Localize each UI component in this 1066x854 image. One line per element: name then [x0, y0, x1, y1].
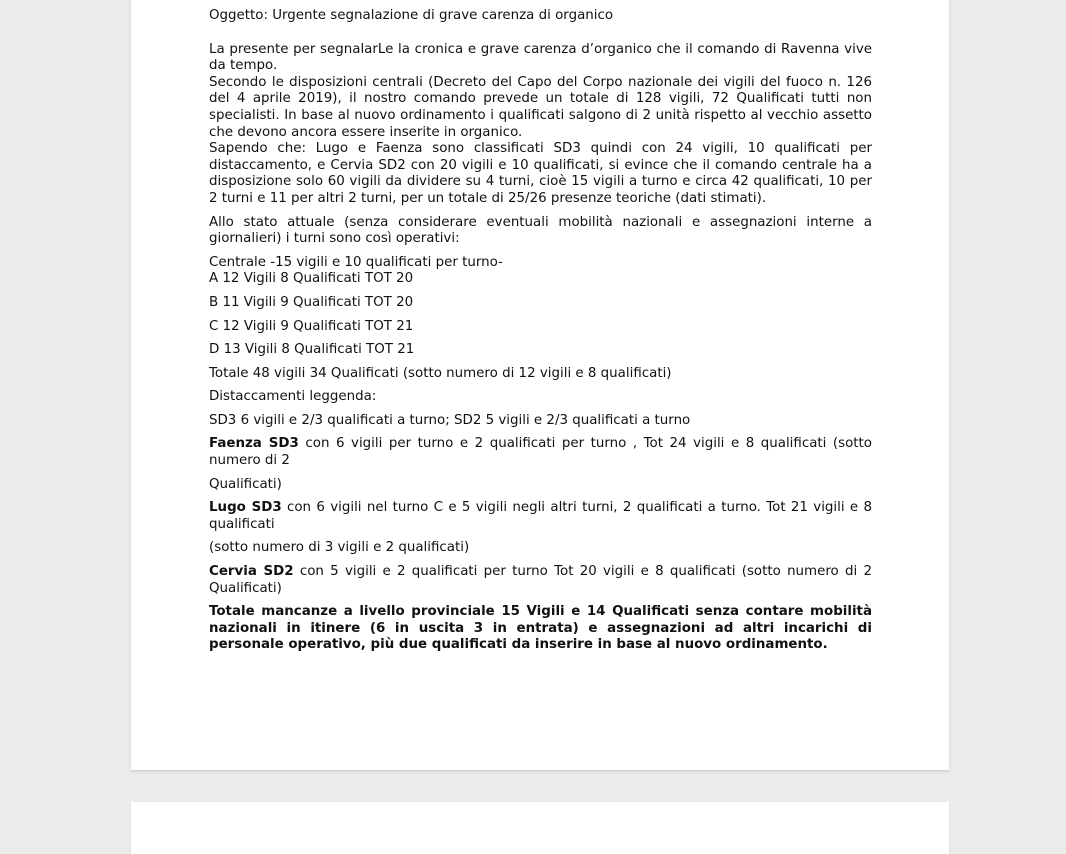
faenza-text: con 6 vigili per turno e 2 qualificati per turno , Tot 24 vigili e 8 qualificati (sotto numero di 2 [209, 436, 872, 469]
knowing-paragraph: Sapendo che: Lugo e Faenza sono classificati SD3 quindi con 24 vigili, 10 qualificati per distaccamento, e Cervia SD2 con 20 vigili e 10 qualificati, si evince che il comando centrale ha a disposizione solo 60 vigili da dividere su 4 turni, cioè 15 vigili a turno e circa 42 qualificati, 10 per 2 turni e 11 per altri 2 turni, per un totale di 25/26 presenze teoriche (dati stimati). [209, 141, 872, 206]
intro-paragraph: La presente per segnalarLe la cronica e grave carenza d’organico che il comando di Ravenna vive da tempo. [209, 41, 872, 74]
decree-paragraph: Secondo le disposizioni centrali (Decreto del Capo del Corpo nazionale dei vigili del fuoco n. 126 del 4 aprile 2019), il nostro comando prevede un totale di 128 vigili, 72 Qualificati tutti non specialisti. In base al nuovo ordinamento i qualificati salgono di 2 unità rispetto al vecchio assetto che devono ancora essere inserite in organico. [209, 74, 872, 140]
lugo-paragraph [209, 500, 872, 533]
lugo-continuation: (sotto numero di 3 vigili e 2 qualificati) [209, 540, 470, 556]
cervia-paragraph [209, 564, 872, 597]
legend-header: Distaccamenti leggenda: [209, 389, 377, 405]
shift-d-line: D 13 Vigili 8 Qualificati TOT 21 [209, 342, 415, 358]
cervia-label: Cervia SD2 [209, 564, 294, 580]
page-content [209, 8, 872, 654]
faenza-label: Faenza SD3 [209, 436, 299, 452]
next-document-page [131, 802, 949, 854]
subject-line: Oggetto: Urgente segnalazione di grave carenza di organico [209, 8, 614, 23]
central-total-line: Totale 48 vigili 34 Qualificati (sotto numero di 12 vigili e 8 qualificati) [209, 365, 672, 381]
lugo-label: Lugo SD3 [209, 500, 282, 516]
legend-line: SD3 6 vigili e 2/3 qualificati a turno; SD2 5 vigili e 2/3 qualificati a turno [209, 412, 691, 428]
faenza-continuation: Qualificati) [209, 476, 282, 492]
document-page [131, 0, 949, 770]
shift-c-line: C 12 Vigili 9 Qualificati TOT 21 [209, 318, 414, 334]
current-state-paragraph: Allo stato attuale (senza considerare eventuali mobilità nazionali e assegnazioni interne a giornalieri) i turni sono così operativi: [209, 214, 872, 247]
lugo-text: con 6 vigili nel turno C e 5 vigili negli altri turni, 2 qualificati a turno. Tot 21 vigili e 8 qualificati [209, 500, 873, 532]
cervia-text: con 5 vigili e 2 qualificati per turno Tot 20 vigili e 8 qualificati (sotto numero di 2 Qualificati) [209, 564, 872, 596]
shift-b-line: B 11 Vigili 9 Qualificati TOT 20 [209, 294, 414, 310]
faenza-paragraph [209, 436, 872, 469]
central-header: Centrale -15 vigili e 10 qualificati per turno- [209, 254, 503, 270]
province-total-paragraph: Totale mancanze a livello provinciale 15 Vigili e 14 Qualificati senza contare mobilità nazionali in itinere (6 in uscita 3 in entrata) e assegnazioni ad altri incarichi di personale operativo, più due qualificati da inserire in base al nuovo ordinamento. [209, 604, 872, 653]
shift-a-line: A 12 Vigili 8 Qualificati TOT 20 [209, 271, 414, 287]
